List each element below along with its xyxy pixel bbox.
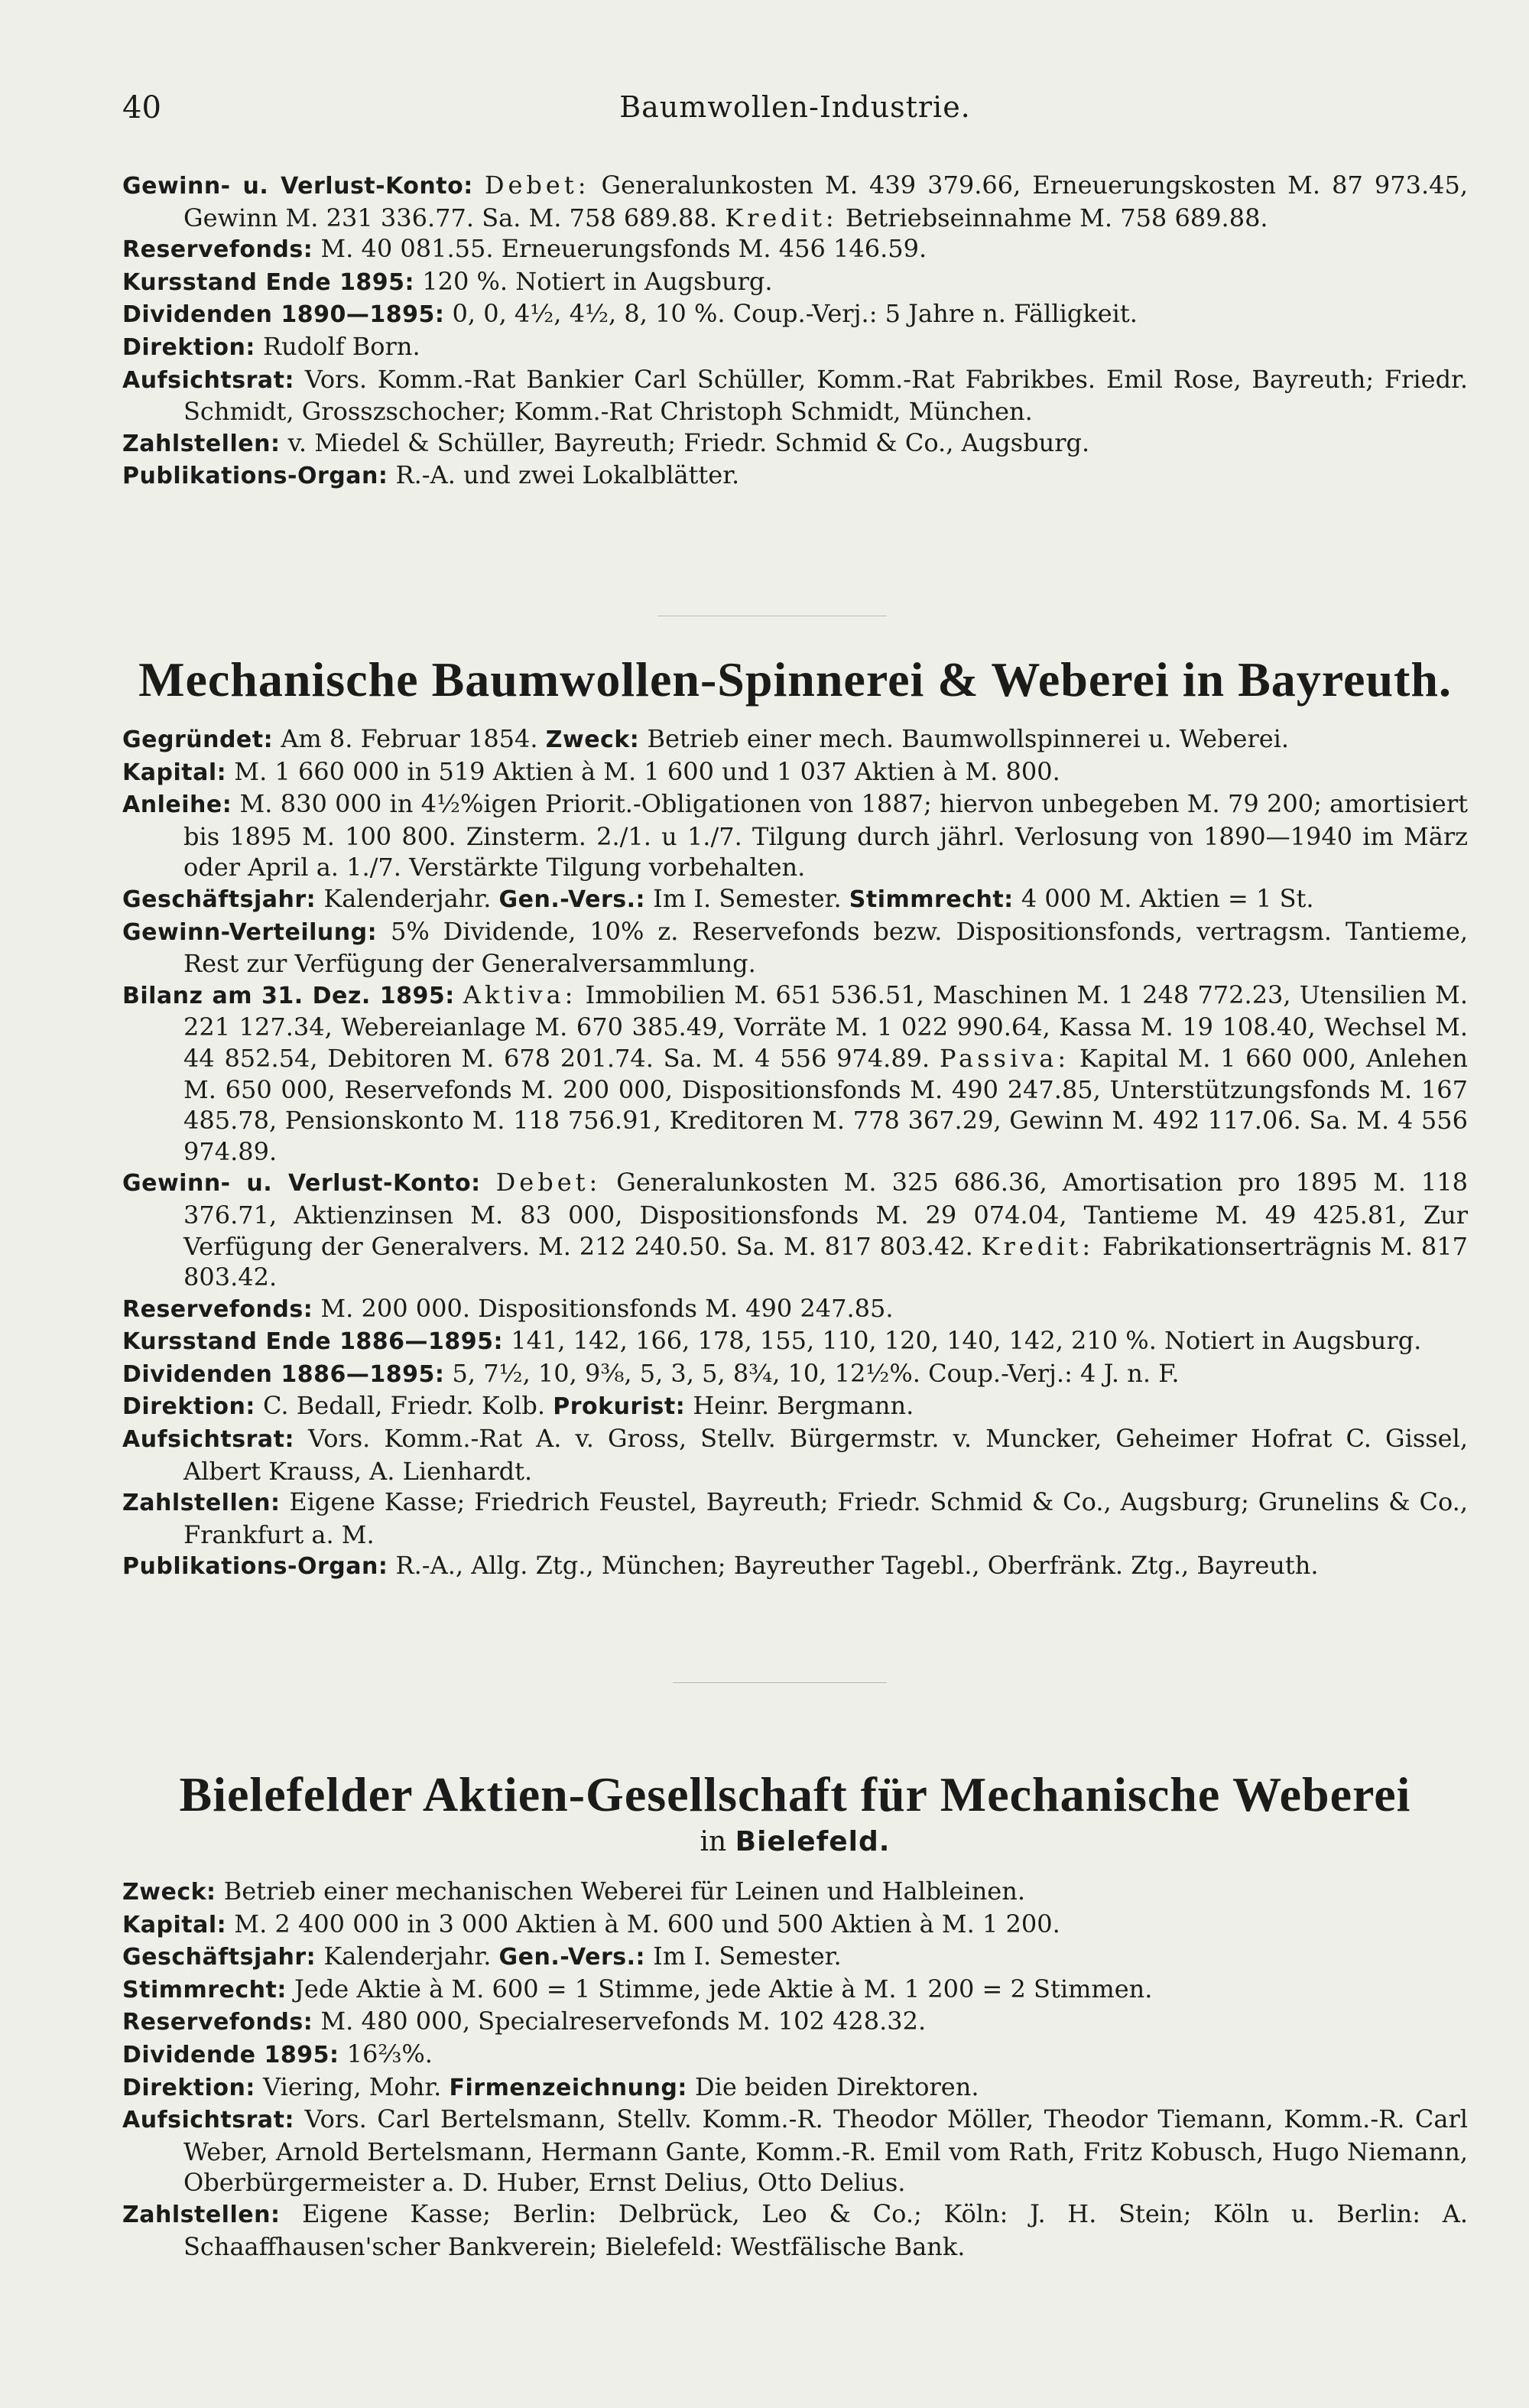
inline-label: Prokurist: — [553, 1393, 686, 1421]
section-bayreuth — [122, 652, 1468, 1583]
entry — [122, 2072, 1468, 2104]
entry-text: Heinr. Bergmann. — [685, 1391, 914, 1421]
running-title: Baumwollen-Industrie. — [619, 90, 971, 124]
entry-label: Bilanz am 31. Dez. 1895: — [122, 982, 455, 1009]
entry-text: v. Miedel & Schüller, Bayreuth; Friedr. Schmid & Co., Augsburg. — [280, 427, 1090, 457]
entry-text: Rudolf Born. — [255, 331, 420, 361]
entry-label: Gewinn- u. Verlust-Konto: — [122, 173, 473, 200]
entry-label: Zahlstellen: — [122, 1490, 281, 1517]
entry-text: R.-A. und zwei Lokalblätter. — [388, 460, 740, 490]
entry — [122, 170, 1468, 233]
entry-label: Direktion: — [122, 1393, 255, 1421]
entry-label: Kursstand Ende 1895: — [122, 268, 415, 296]
entry — [122, 1167, 1468, 1292]
entry-label: Reservefonds: — [122, 2009, 313, 2036]
entry-text: 4 000 M. Aktien = 1 St. — [1013, 883, 1314, 913]
entry-label: Dividende 1895: — [122, 2041, 339, 2068]
company-location — [122, 1826, 1468, 1857]
entry-label: Publikations-Organ: — [122, 1553, 388, 1581]
entry-text — [455, 980, 463, 1009]
inline-label: Gen.-Vers.: — [498, 886, 645, 913]
entry-text: M. 40 081.55. Erneuerungsfonds M. 456 146.59. — [313, 234, 927, 264]
entry-text: Vors. Carl Bertelsmann, Stellv. Komm.-R. Theodor Möller, Theodor Tiemann, Komm.-R. Carl Weber, Arnold Bertelsmann, Hermann Gante, Komm.-R. Emil vom Rath, Fritz Kobusch, Hugo Niemann, Oberbürgermeister a. D. Huber, Ernst Delius, Otto Delius. — [183, 2104, 1468, 2198]
inline-label: Gen.-Vers.: — [498, 1944, 645, 1971]
entry — [122, 980, 1468, 1168]
section-divider — [673, 1682, 887, 1683]
entry — [122, 1293, 1468, 1326]
ledger-side-label: Debet: — [484, 171, 590, 200]
company-entries — [122, 1876, 1468, 2262]
entry — [122, 1876, 1468, 1909]
entry-label: Geschäftsjahr: — [122, 886, 317, 913]
inline-label: Firmenzeichnung: — [449, 2074, 687, 2101]
entry — [122, 788, 1468, 883]
location-prefix: in — [700, 1826, 727, 1857]
entry-text: M. 830 000 in 4½%igen Priorit.-Obligationen von 1887; hiervon unbegeben M. 79 200; amortisiert bis 1895 M. 100 800. Zinsterm. 2./1. u 1./7. Tilgung durch jährl. Verlosung von 1890—1940 im März oder April a. 1./7. Verstärkte Tilgung vorbehalten. — [183, 789, 1468, 882]
entry-text: R.-A., Allg. Ztg., München; Bayreuther Tagebl., Oberfränk. Ztg., Bayreuth. — [388, 1551, 1319, 1581]
entry-text: Generalunkosten M. 325 686.36, Amortisation pro 1895 M. 118 376.71, Aktienzinsen M. 83 000, Dispositionsfonds M. 29 074.04, Tantieme M. 49 425.81, Zur Verfügung der Generalvers. M. 212 240.50. Sa. M. 817 803.42. — [183, 1168, 1469, 1261]
entry — [122, 1974, 1468, 2007]
entry-text: 0, 0, 4½, 4½, 8, 10 %. Coup.-Verj.: 5 Jahre n. Fälligkeit. — [444, 299, 1138, 329]
entry — [122, 883, 1468, 916]
entry-label: Zahlstellen: — [122, 2201, 281, 2228]
entry-text: Generalunkosten M. 439 379.66, Erneuerungskosten M. 87 973.45, Gewinn M. 231 336.77. Sa. M. 758 689.88. — [183, 171, 1469, 232]
company-entries — [122, 723, 1468, 1583]
inline-label: Stimmrecht: — [849, 886, 1014, 913]
entry — [122, 460, 1468, 492]
entry-text: Eigene Kasse; Berlin: Delbrück, Leo & Co.; Köln: J. H. Stein; Köln u. Berlin: A. Schaaffhausen'scher Bankverein; Bielefeld: Westfälische Bank. — [183, 2198, 1468, 2261]
entry — [122, 1487, 1468, 1550]
ledger-side-label: Kredit: — [981, 1231, 1095, 1261]
entry — [122, 2104, 1468, 2198]
entry-label: Zahlstellen: — [122, 430, 281, 457]
entry-text: Im I. Semester. — [645, 1942, 842, 1971]
entry-text — [473, 171, 485, 200]
entry — [122, 298, 1468, 331]
entry-label: Gewinn- u. Verlust-Konto: — [122, 1170, 481, 1198]
entry-text: Kalenderjahr. — [316, 1942, 499, 1971]
entry — [122, 1325, 1468, 1358]
entry-text: Immobilien M. 651 536.51, Maschinen M. 1 248 772.23, Utensilien M. 221 127.34, Webereianlage M. 670 385.49, Vorräte M. 1 022 990.64, Kassa M. 19 108.40, Wechsel M. 44 852.54, Debitoren M. 678 201.74. Sa. M. 4 556 974.89. — [183, 980, 1468, 1073]
entry — [122, 266, 1468, 299]
entry-text: M. 480 000, Specialreservefonds M. 102 428.32. — [313, 2007, 927, 2036]
entry-label: Stimmrecht: — [122, 1976, 287, 2003]
entry-text: Fabrikationserträgnis M. 817 803.42. — [183, 1231, 1469, 1292]
entry-label: Reservefonds: — [122, 236, 313, 264]
entry-label: Zweck: — [122, 1879, 216, 1906]
entry — [122, 723, 1468, 756]
entry-label: Direktion: — [122, 333, 255, 361]
ledger-side-label: Passiva: — [939, 1043, 1070, 1073]
location-place: Bielefeld. — [735, 1826, 891, 1857]
entry-text: 141, 142, 166, 178, 155, 110, 120, 140, 142, 210 %. Notiert in Augsburg. — [503, 1326, 1422, 1356]
ledger-side-label: Debet: — [495, 1168, 602, 1198]
entry — [122, 1358, 1468, 1391]
company-title: Bielefelder Aktien-Gesellschaft für Mechanische Weberei — [179, 1767, 1411, 1821]
entry-text: Vors. Komm.-Rat A. v. Gross, Stellv. Bürgermstr. v. Muncker, Geheimer Hofrat C. Gissel, Albert Krauss, A. Lienhardt. — [183, 1424, 1468, 1486]
entry — [122, 1909, 1468, 1942]
entry — [122, 1550, 1468, 1583]
entry-text: C. Bedall, Friedr. Kolb. — [255, 1391, 553, 1421]
entry-label: Anleihe: — [122, 791, 232, 819]
entry — [122, 331, 1468, 364]
entry-label: Aufsichtsrat: — [122, 1426, 294, 1454]
entry-text: 16⅔%. — [339, 2039, 433, 2068]
entry — [122, 2198, 1468, 2262]
entry — [122, 233, 1468, 266]
entry-text: Kapital M. 1 660 000, Anlehen M. 650 000, Reservefonds M. 200 000, Dispositionsfonds M. 490 247.85, Unterstützungsfonds M. 167 485.78, Pensionskonto M. 118 756.91, Kreditoren M. 778 367.29, Gewinn M. 492 117.06. Sa. M. 4 556 974.89. — [183, 1043, 1469, 1166]
entry-label: Direktion: — [122, 2074, 255, 2101]
page-header — [122, 90, 1468, 136]
entry — [122, 2039, 1468, 2072]
entry-text: Betrieb einer mechanischen Weberei für Leinen und Halbleinen. — [216, 1877, 1026, 1906]
entry — [122, 2006, 1468, 2039]
entry — [122, 1941, 1468, 1974]
ledger-side-label: Aktiva: — [463, 980, 577, 1009]
entry-label: Reservefonds: — [122, 1295, 313, 1323]
entry — [122, 916, 1468, 980]
entry-label: Aufsichtsrat: — [122, 2107, 294, 2134]
entry-label: Gewinn-Verteilung: — [122, 918, 378, 946]
entry-label: Dividenden 1890—1895: — [122, 301, 445, 329]
page-number: 40 — [122, 90, 161, 125]
entry-label: Dividenden 1886—1895: — [122, 1360, 445, 1388]
entry-label: Kapital: — [122, 759, 227, 786]
entry-label: Kursstand Ende 1886—1895: — [122, 1328, 504, 1356]
entry-text: Am 8. Februar 1854. — [273, 724, 546, 753]
entry — [122, 364, 1468, 427]
section-bielefeld — [122, 1766, 1468, 2262]
entry-label: Kapital: — [122, 1911, 227, 1938]
section-continued-entry — [122, 170, 1468, 492]
inline-label: Zweck: — [545, 726, 640, 753]
ledger-side-label: Kredit: — [725, 203, 838, 232]
entry-label: Geschäftsjahr: — [122, 1944, 317, 1971]
entry-text: Vors. Komm.-Rat Bankier Carl Schüller, Komm.-Rat Fabrikbes. Emil Rose, Bayreuth; Friedr. Schmidt, Grosszschocher; Komm.-Rat Christoph Schmidt, München. — [183, 364, 1468, 427]
entry-text: Jede Aktie à M. 600 = 1 Stimme, jede Aktie à M. 1 200 = 2 Stimmen. — [286, 1974, 1153, 2003]
entry-label: Aufsichtsrat: — [122, 366, 294, 394]
entry-text: Betrieb einer mech. Baumwollspinnerei u. Weberei. — [639, 724, 1290, 753]
entry-text: M. 1 660 000 in 519 Aktien à M. 1 600 und 1 037 Aktien à M. 800. — [226, 756, 1060, 786]
entry-text: Betriebseinnahme M. 758 689.88. — [837, 203, 1268, 232]
entry-text: Viering, Mohr. — [255, 2072, 450, 2101]
entry — [122, 756, 1468, 789]
entry — [122, 1423, 1468, 1487]
entry — [122, 1390, 1468, 1423]
entry-text: M. 200 000. Dispositionsfonds M. 490 247.85. — [313, 1293, 894, 1323]
entry-text: Die beiden Direktoren. — [687, 2072, 979, 2101]
entry-text: 5% Dividende, 10% z. Reservefonds bezw. Dispositionsfonds, vertragsm. Tantieme, Rest zur Verfügung der Generalversammlung. — [183, 916, 1468, 979]
entry-text: Kalenderjahr. — [316, 883, 499, 913]
entry-label: Gegründet: — [122, 726, 274, 753]
entry-text: 5, 7½, 10, 9⅜, 5, 3, 5, 8¾, 10, 12½%. Coup.-Verj.: 4 J. n. F. — [444, 1358, 1180, 1388]
entry-text: Im I. Semester. — [645, 883, 849, 913]
company-title: Mechanische Baumwollen-Spinnerei & Weberei in Bayreuth. — [138, 652, 1452, 707]
entry-text — [481, 1168, 496, 1197]
entry-label: Publikations-Organ: — [122, 463, 388, 490]
entry — [122, 427, 1468, 460]
entry-text: 120 %. Notiert in Augsburg. — [414, 266, 773, 296]
entry-text: M. 2 400 000 in 3 000 Aktien à M. 600 und 500 Aktien à M. 1 200. — [226, 1909, 1060, 1938]
entry-text: Eigene Kasse; Friedrich Feustel, Bayreuth; Friedr. Schmid & Co., Augsburg; Grunelins & Co., Frankfurt a. M. — [183, 1487, 1468, 1549]
